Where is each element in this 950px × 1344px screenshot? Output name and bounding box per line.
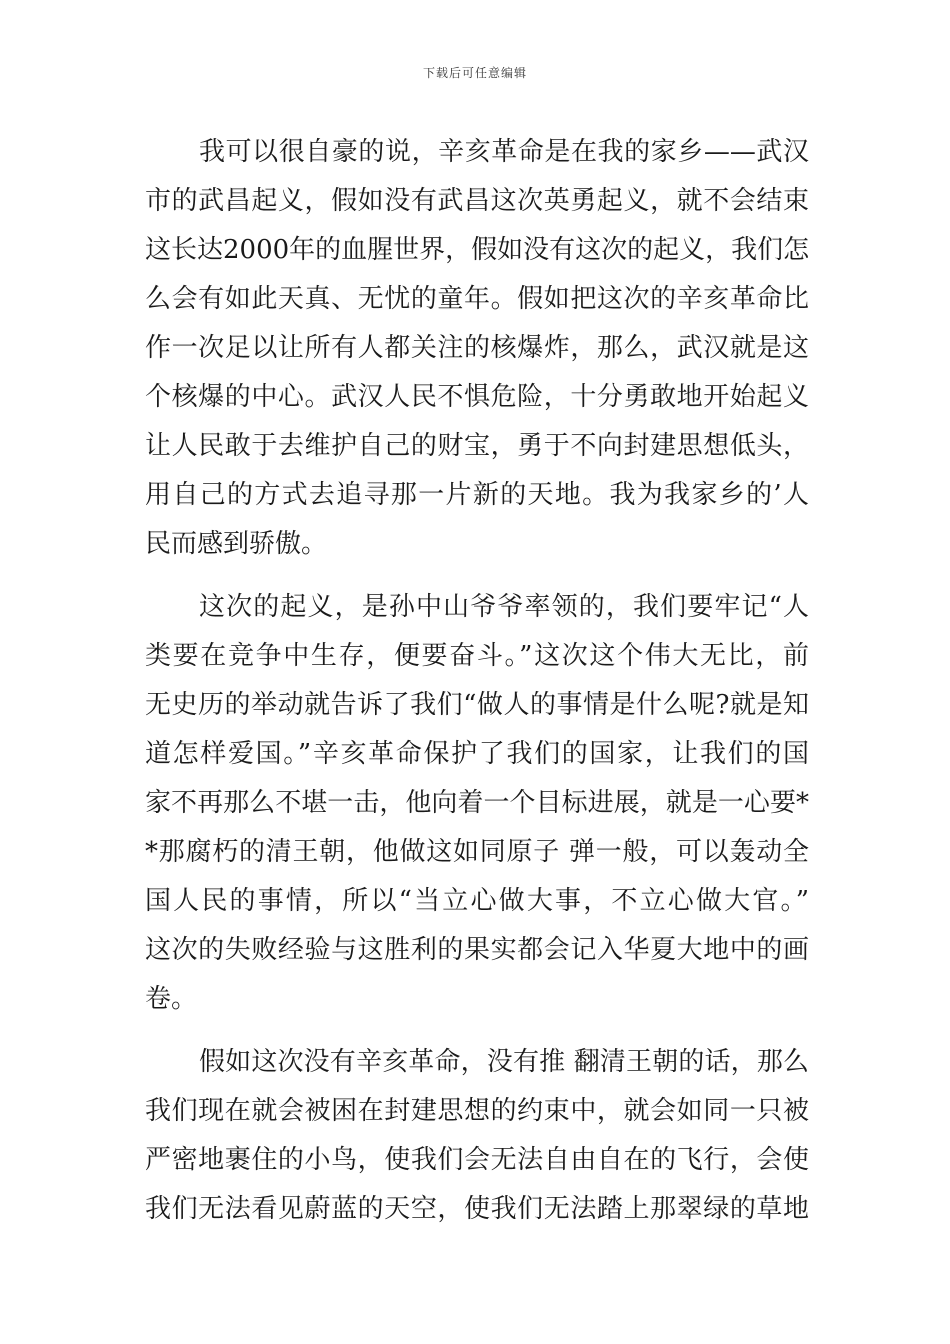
text-line: 家不再那么不堪一击，他向着一个目标进展，就是一心要* (145, 788, 809, 818)
text-line: 我们无法看见蔚蓝的天空，使我们无法踏上那翠绿的草地 (145, 1194, 809, 1224)
text-line: 类要在竞争中生存，便要奋斗。”这次这个伟大无比，前 (145, 641, 809, 671)
paragraph-2 (145, 583, 809, 1024)
text-line: 这次的起义，是孙中山爷爷率领的，我们要牢记“人 (199, 592, 809, 622)
text-line: 假如这次没有辛亥革命，没有推 翻清王朝的话，那么 (199, 1047, 809, 1077)
text-line: 严密地裹住的小鸟，使我们会无法自由自在的飞行，会使 (145, 1145, 809, 1175)
text-line: 个核爆的中心。武汉人民不惧危险，十分勇敢地开始起义 (145, 382, 809, 412)
text-line: 我可以很自豪的说，辛亥革命是在我的家乡——武汉 (199, 137, 809, 167)
page-header-note: 下载后可任意编辑 (422, 66, 527, 80)
text-line: 我们现在就会被困在封建思想的约束中，就会如同一只被 (145, 1096, 809, 1126)
text-line: 民而感到骄傲。 (145, 529, 328, 559)
text-line: 无史历的举动就告诉了我们“做人的事情是什么呢?就是知 (145, 690, 809, 720)
text-line: 这长达2000年的血腥世界，假如没有这次的起义，我们怎 (145, 235, 809, 265)
paragraph-1 (145, 128, 809, 569)
text-line: 么会有如此天真、无忧的童年。假如把这次的辛亥革命比 (145, 284, 809, 314)
text-line: *那腐朽的清王朝，他做这如同原子 弹一般，可以轰动全 (145, 837, 809, 867)
document-body (145, 128, 809, 1234)
text-line: 作一次足以让所有人都关注的核爆炸，那么，武汉就是这 (145, 333, 809, 363)
text-line: 市的武昌起义，假如没有武昌这次英勇起义，就不会结束 (145, 186, 809, 216)
text-line: 用自己的方式去追寻那一片新的天地。我为我家乡的’人 (145, 480, 809, 510)
text-line: 让人民敢于去维护自己的财宝，勇于不向封建思想低头， (145, 431, 809, 461)
text-line: 这次的失败经验与这胜利的果实都会记入华夏大地中的画 (145, 935, 809, 965)
text-line: 卷。 (145, 984, 198, 1014)
text-line: 道怎样爱国。”辛亥革命保护了我们的国家，让我们的国 (145, 739, 809, 769)
text-line: 国人民的事情，所以“当立心做大事，不立心做大官。” (145, 886, 809, 916)
paragraph-3 (145, 1038, 809, 1234)
